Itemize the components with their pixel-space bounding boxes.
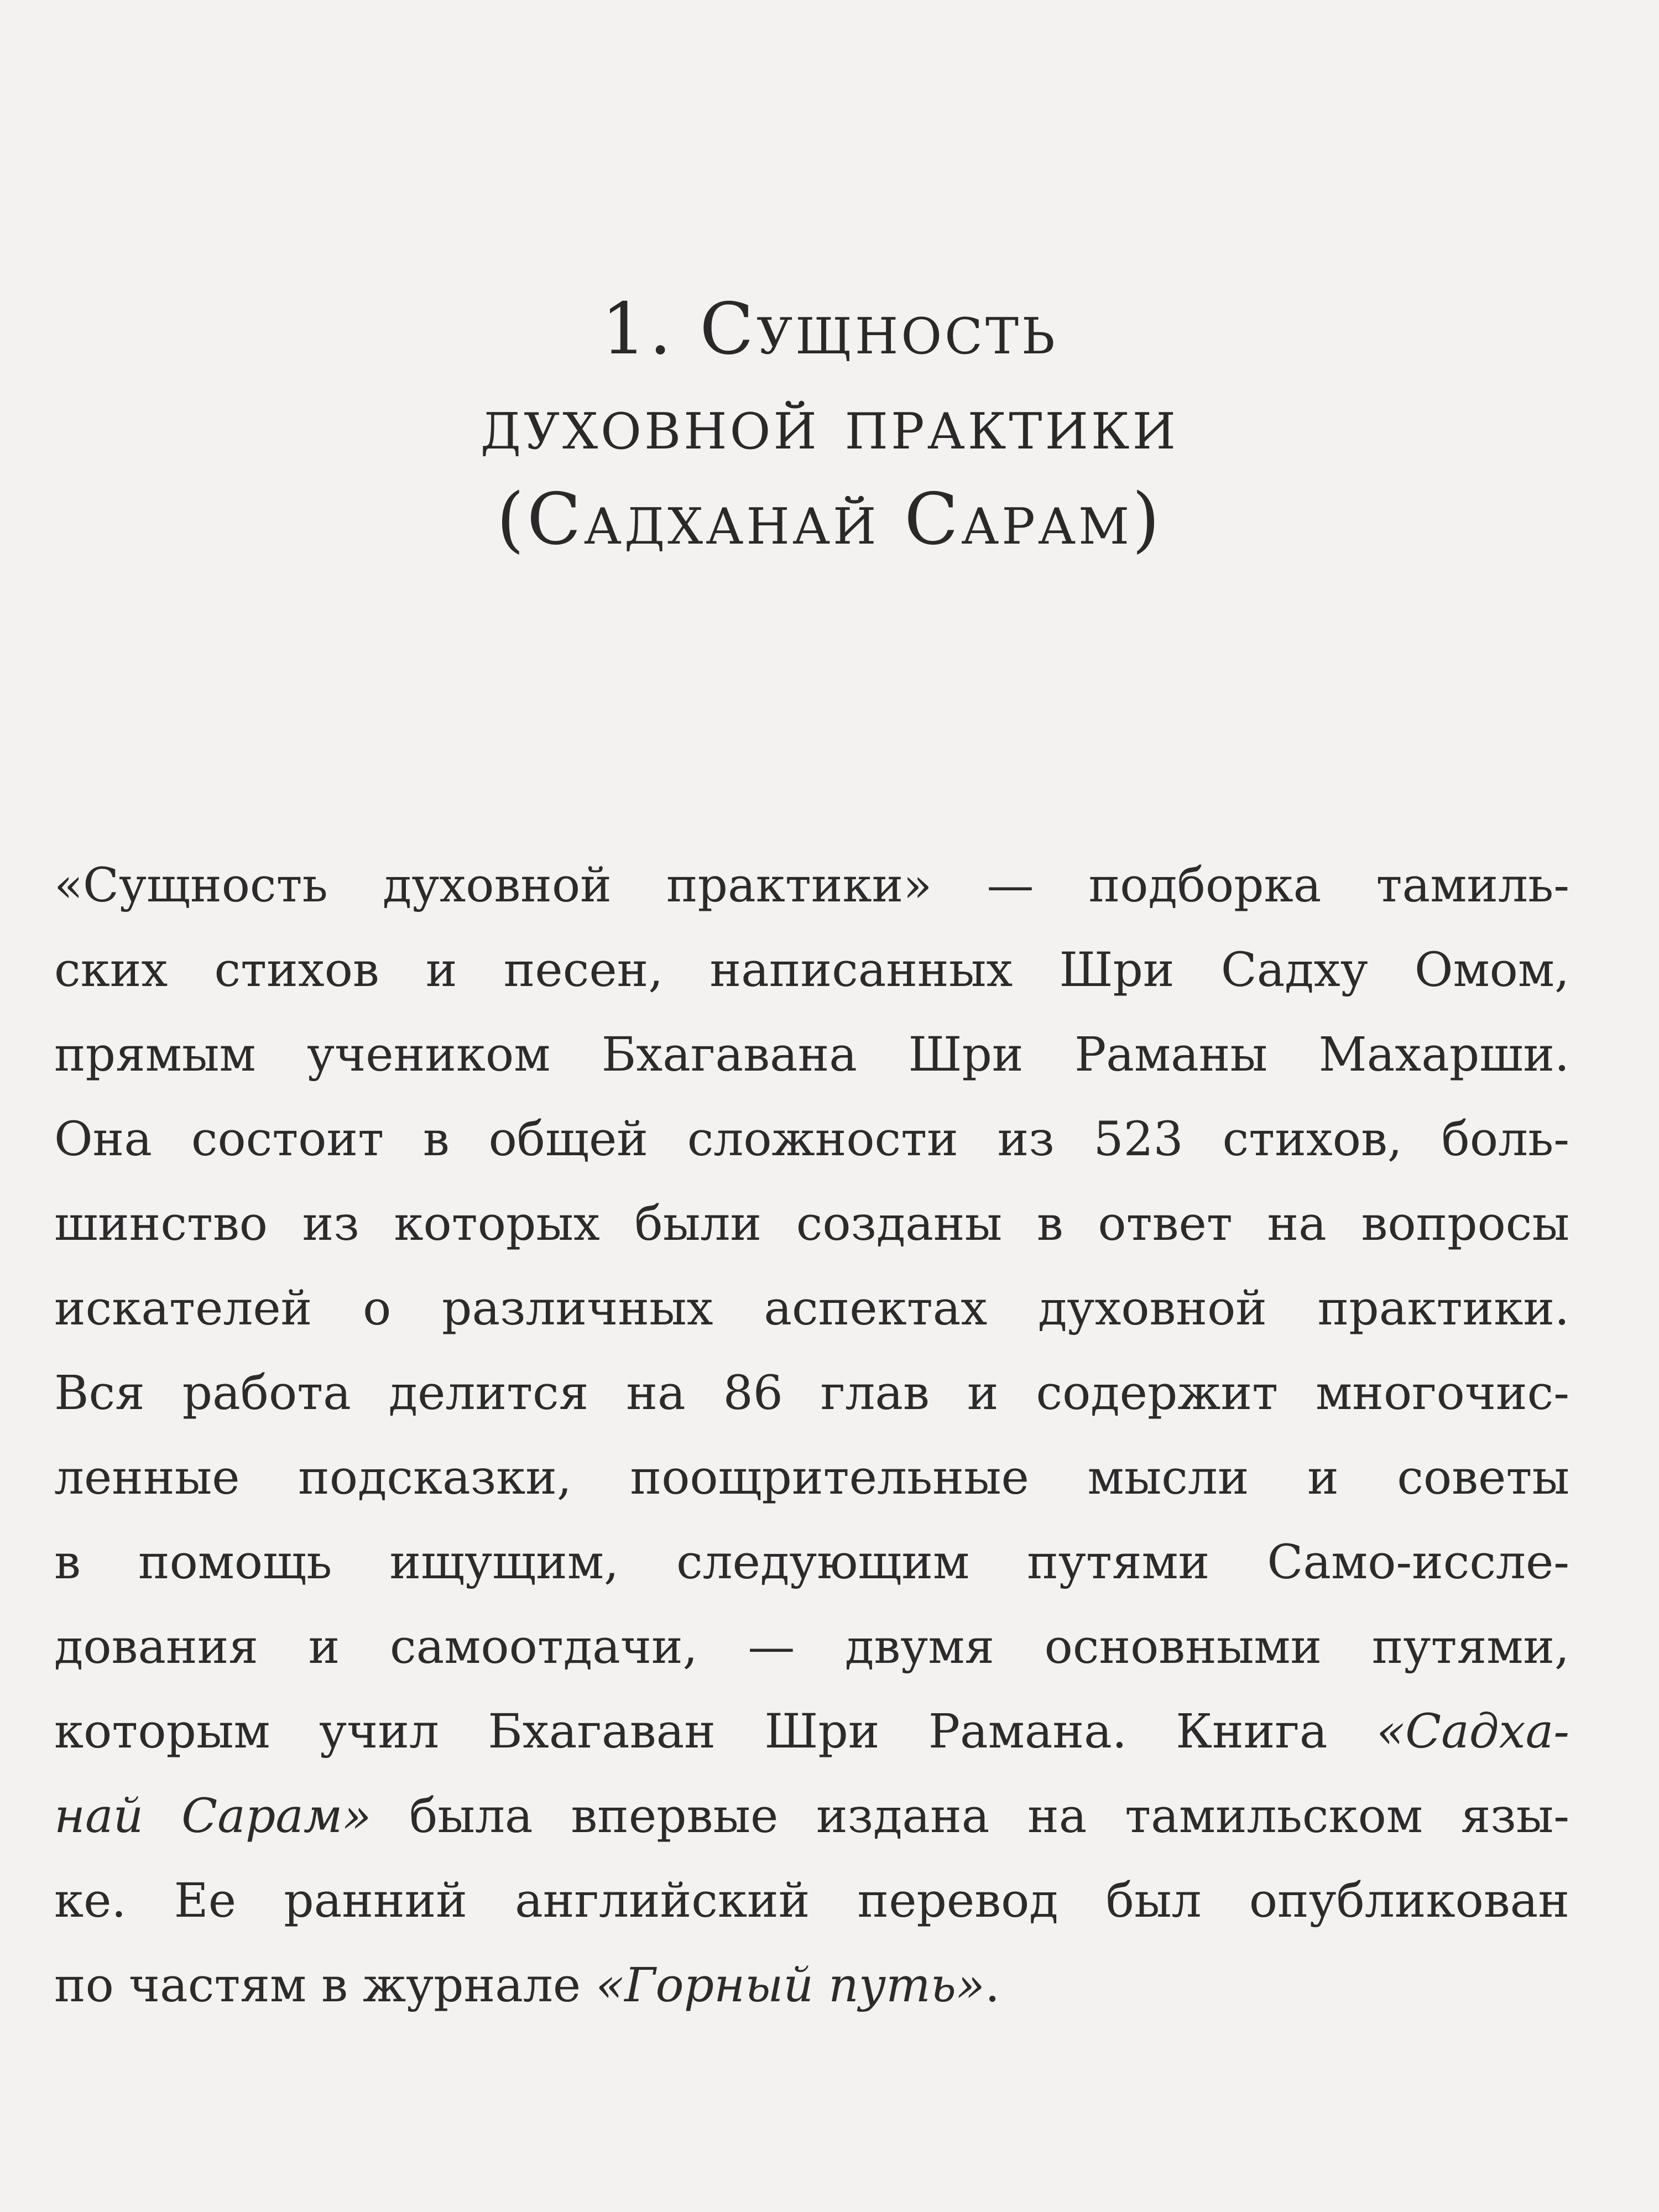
paragraph-line [54,1689,1569,1774]
paragraph-line [54,1859,1569,1943]
paragraph-line [54,1520,1569,1605]
paragraph-line [54,1774,1569,1859]
text-run: дования и самоотдачи, — двумя основными путями, [54,1620,1569,1674]
paragraph-line [54,1013,1569,1097]
text-run: которым учил Бхагаван Шри Рамана. Книга [54,1704,1377,1759]
paragraph-line [54,843,1569,928]
paragraph-line [54,1266,1569,1351]
text-run: была впервые издана на тамильском язы- [371,1789,1569,1844]
paragraph-line [54,1605,1569,1689]
chapter-title-line-1: 1. Сущность [601,288,1058,371]
text-run: шинство из которых были созданы в ответ на вопросы [54,1197,1569,1251]
body-paragraph [54,843,1569,2028]
text-run: ке. Ее ранний английский перевод был опубликован [54,1874,1569,1928]
text-run: искателей о различных аспектах духовной практики. [54,1281,1569,1336]
italic-text: «Садха- [1376,1704,1569,1759]
text-run: «Сущность духовной практики» — подборка тамиль- [54,858,1569,913]
chapter-title-line-3: (Садханай Сарам) [496,478,1163,561]
paragraph-line [54,1182,1569,1266]
paragraph-line [54,928,1569,1013]
paragraph-line [54,1436,1569,1520]
text-run: в помощь ищущим, следующим путями Само-иссле- [54,1535,1569,1590]
text-run: Она состоит в общей сложности из 523 стихов, боль- [54,1112,1569,1167]
text-run: прямым учеником Бхагавана Шри Раманы Махарши. [54,1027,1569,1082]
text-run: ленные подсказки, поощрительные мысли и советы [54,1451,1569,1505]
text-run: Вся работа делится на 86 глав и содержит многочис- [54,1366,1569,1421]
paragraph-line [54,1097,1569,1182]
text-run: по частям в журнале [54,1958,596,2013]
text-run: . [985,1958,1000,2013]
italic-text: «Горный путь» [596,1958,985,2013]
paragraph-line [54,1351,1569,1436]
text-run: ских стихов и песен, написанных Шри Садху Омом, [54,943,1569,998]
paragraph-line [54,1943,1569,2028]
chapter-title-line-2: духовной практики [480,383,1179,466]
chapter-title [0,282,1659,567]
italic-text: най Сарам» [54,1789,372,1844]
